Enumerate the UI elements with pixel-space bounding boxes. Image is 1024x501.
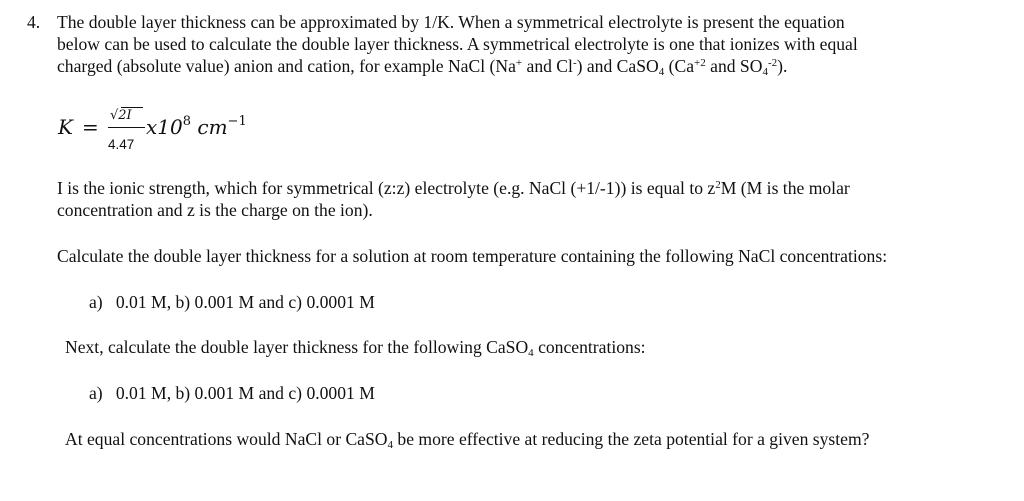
equation-lhs: K (58, 115, 73, 139)
task1-text: Calculate the double layer thickness for a solution at room temperature containing the following NaCl concentrations: (57, 246, 888, 266)
task2-items: a) 0.01 M, b) 0.001 M and c) 0.0001 M (89, 383, 375, 403)
task1-items: a) 0.01 M, b) 0.001 M and c) 0.0001 M (89, 292, 375, 312)
final-question: At equal concentrations would NaCl or CaSO$_4$ be more effective at reducing the zeta potential for a given system? (65, 429, 870, 451)
intro-line-1: The double layer thickness can be approximated by 1/K. When a symmetrical electrolyte is present the equation (57, 12, 845, 32)
fraction-bar (108, 127, 145, 128)
equation-numerator: √2I (110, 108, 132, 123)
equation-equals: = (82, 115, 99, 139)
intro-line-3: charged (absolute value) anion and cation, for example NaCl (Na+ and Cl-) and CaSO$_4$ ($Ca^{+2}$ and $SO_4^{-2}$). (57, 56, 788, 78)
task2-text: Next, calculate the double layer thickness for the following CaSO$_4$ concentrations: (65, 337, 646, 359)
radical-bar (121, 107, 143, 108)
equation-denominator: 4.47 (108, 137, 135, 152)
definition-line-1: I is the ionic strength, which for symmetrical (z:z) electrolyte (e.g. NaCl (+1/-1)) is equal to $z^2M$ (M is the molar (57, 178, 850, 198)
definition-line-2: concentration and z is the charge on the ion). (57, 200, 373, 220)
question-number: 4. (27, 12, 41, 32)
equation-factor: $x10^8$ $cm^{-1}$ (146, 114, 247, 139)
intro-line-2: below can be used to calculate the double layer thickness. A symmetrical electrolyte is one that ionizes with equal (57, 34, 858, 54)
